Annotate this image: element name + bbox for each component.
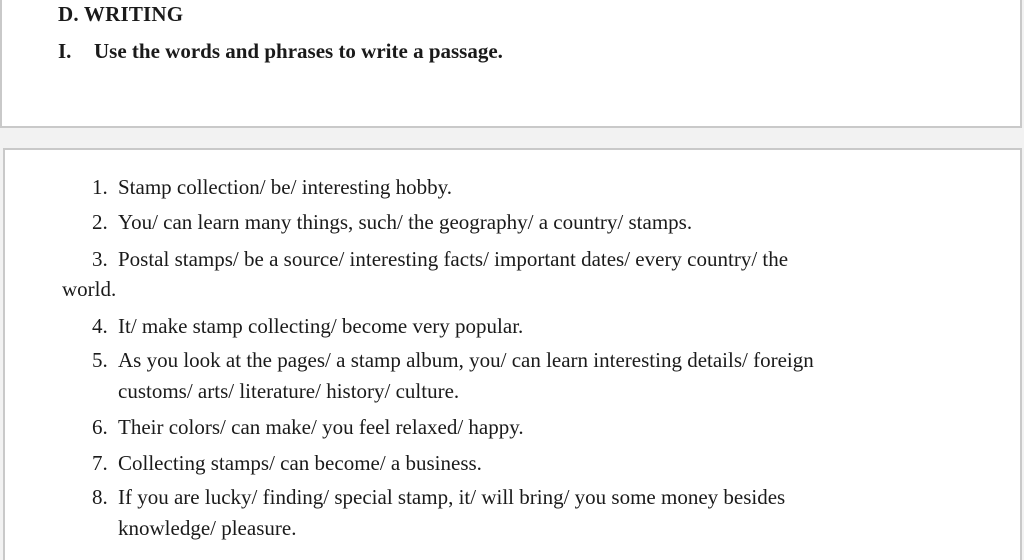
section-title: D. WRITING: [58, 2, 184, 26]
item-number: 2.: [92, 210, 108, 234]
item-text: It/ make stamp collecting/ become very popular.: [118, 314, 524, 338]
item-text-continuation: world.: [62, 277, 117, 301]
item-text: Postal stamps/ be a source/ interesting facts/ important dates/ every country/ the: [118, 247, 789, 271]
list-item: [0, 172, 1024, 202]
list-item: [0, 311, 1024, 341]
item-text: If you are lucky/ finding/ special stamp, it/ will bring/ you some money besides: [118, 485, 786, 509]
item-text: Collecting stamps/ can become/ a business.: [118, 451, 482, 475]
item-number: 6.: [92, 415, 108, 439]
task-instruction: Use the words and phrases to write a passage.: [94, 39, 503, 63]
item-text: Their colors/ can make/ you feel relaxed/ happy.: [118, 415, 524, 439]
list-item: [0, 412, 1024, 442]
list-item: [0, 244, 1024, 306]
list-item: [0, 207, 1024, 237]
item-text-continuation: customs/ arts/ literature/ history/ culture.: [118, 379, 460, 403]
list-item: [0, 448, 1024, 478]
item-text: As you look at the pages/ a stamp album, you/ can learn interesting details/ foreign: [118, 348, 814, 372]
task-number: I.: [58, 39, 72, 63]
item-number: 5.: [92, 348, 108, 372]
list-item: [0, 482, 1024, 544]
item-number: 4.: [92, 314, 108, 338]
item-number: 3.: [92, 247, 108, 271]
item-number: 7.: [92, 451, 108, 475]
item-text: You/ can learn many things, such/ the geography/ a country/ stamps.: [118, 210, 693, 234]
item-text-continuation: knowledge/ pleasure.: [118, 516, 297, 540]
item-number: 1.: [92, 175, 108, 199]
list-item: [0, 345, 1024, 407]
item-text: Stamp collection/ be/ interesting hobby.: [118, 175, 452, 199]
item-number: 8.: [92, 485, 108, 509]
